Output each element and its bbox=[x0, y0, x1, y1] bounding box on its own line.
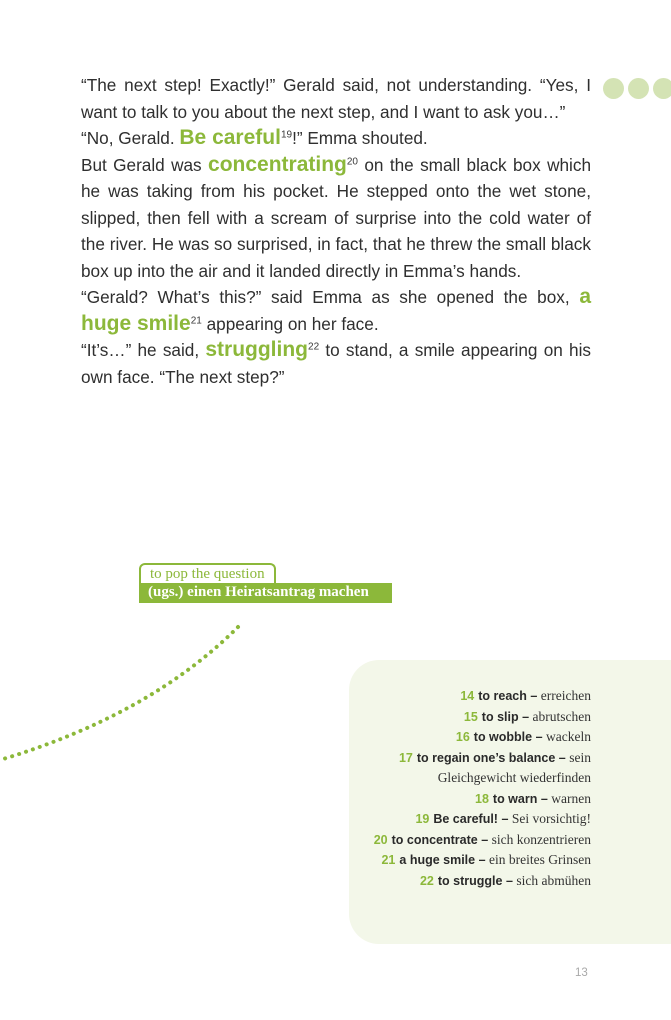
footnote-ref: 21 bbox=[190, 314, 202, 326]
story-text-run: !” Emma shouted. bbox=[292, 128, 428, 148]
vocab-highlight: Be careful bbox=[179, 126, 281, 149]
story-text-run: to stand, a smile appearing on his own face. “The next step?” bbox=[81, 340, 591, 387]
glossary-item bbox=[361, 871, 591, 892]
dot-icon bbox=[603, 78, 624, 99]
dot-icon bbox=[628, 78, 649, 99]
glossary-translation: erreichen bbox=[540, 688, 591, 703]
page-number: 13 bbox=[575, 967, 588, 979]
glossary-number: 15 bbox=[463, 709, 478, 724]
decorative-dots bbox=[603, 78, 671, 99]
glossary-item bbox=[361, 830, 591, 851]
vocab-highlight: concentrating bbox=[208, 152, 347, 176]
glossary-translation: ein breites Grinsen bbox=[489, 852, 591, 867]
idiom-german: (ugs.) einen Heiratsantrag machen bbox=[139, 583, 392, 603]
glossary-translation: abrutschen bbox=[532, 708, 591, 724]
glossary-number: 19 bbox=[415, 812, 430, 826]
story-paragraph bbox=[81, 152, 591, 285]
glossary-translation: Sei vorsichtig! bbox=[511, 811, 591, 826]
glossary-item bbox=[361, 789, 591, 810]
glossary-number: 17 bbox=[398, 750, 413, 765]
story-paragraph bbox=[81, 284, 591, 337]
footnote-ref: 19 bbox=[280, 129, 293, 141]
glossary-item bbox=[361, 727, 591, 748]
story-text-run: “Gerald? What’s this?” said Emma as she opened the box, bbox=[81, 287, 580, 307]
glossary-translation: warnen bbox=[551, 790, 591, 806]
dotted-curve-path bbox=[0, 627, 238, 760]
glossary-translation: sein Gleichgewicht wiederfinden bbox=[437, 749, 591, 785]
glossary-term: to regain one’s balance – bbox=[416, 750, 566, 765]
vocab-highlight: struggling bbox=[205, 338, 309, 361]
story-paragraph bbox=[81, 337, 591, 390]
glossary-item bbox=[361, 850, 591, 871]
story-text bbox=[81, 72, 591, 390]
glossary-term: to struggle – bbox=[437, 873, 513, 888]
glossary-term: to warn – bbox=[492, 791, 548, 806]
glossary-term: to wobble – bbox=[473, 730, 543, 744]
glossary-list bbox=[361, 686, 591, 891]
dotted-curve-icon bbox=[0, 615, 250, 765]
glossary-number: 16 bbox=[455, 730, 470, 744]
story-text-run: “It’s…” he said, bbox=[81, 340, 206, 360]
glossary-item bbox=[361, 686, 591, 707]
glossary-translation: wackeln bbox=[546, 729, 591, 744]
glossary-item bbox=[361, 707, 591, 728]
story-paragraph bbox=[81, 125, 591, 152]
glossary-term: to slip – bbox=[481, 709, 530, 724]
glossary-translation: sich abmühen bbox=[516, 872, 591, 888]
glossary-term: a huge smile – bbox=[399, 853, 486, 867]
glossary-term: to reach – bbox=[478, 689, 538, 703]
footnote-ref: 20 bbox=[346, 155, 358, 167]
story-text-run: “No, Gerald. bbox=[81, 128, 180, 148]
glossary-number: 14 bbox=[460, 689, 475, 703]
glossary-item bbox=[361, 809, 591, 830]
story-text-run: But Gerald was bbox=[81, 154, 209, 175]
footnote-ref: 22 bbox=[308, 341, 320, 353]
dot-icon bbox=[653, 78, 671, 99]
glossary-item bbox=[361, 748, 591, 789]
story-text-run: appearing on her face. bbox=[201, 313, 379, 334]
glossary-number: 21 bbox=[381, 853, 396, 867]
glossary-term: to concentrate – bbox=[391, 832, 489, 847]
idiom-box bbox=[139, 563, 392, 603]
glossary-number: 18 bbox=[475, 791, 489, 806]
story-paragraph: “The next step! Exactly!” Gerald said, not understanding. “Yes, I want to talk to you about the next step, and I want to ask you…” bbox=[81, 75, 591, 122]
glossary-translation: sich konzentrieren bbox=[491, 831, 591, 847]
glossary-number: 22 bbox=[419, 873, 434, 888]
vocab-highlight: a huge smile bbox=[81, 285, 591, 335]
idiom-english: to pop the question bbox=[139, 563, 276, 583]
glossary-number: 20 bbox=[373, 832, 388, 847]
glossary-term: Be careful! – bbox=[433, 812, 509, 826]
story-text-run: on the small black box which he was taking from his pocket. He stepped onto the wet stone, slipped, then fell with a scream of surprise into the cold water of the river. He was so surprised, in fact, that he threw the small black box up into the air and it landed directly in Emma’s hands. bbox=[81, 154, 592, 281]
